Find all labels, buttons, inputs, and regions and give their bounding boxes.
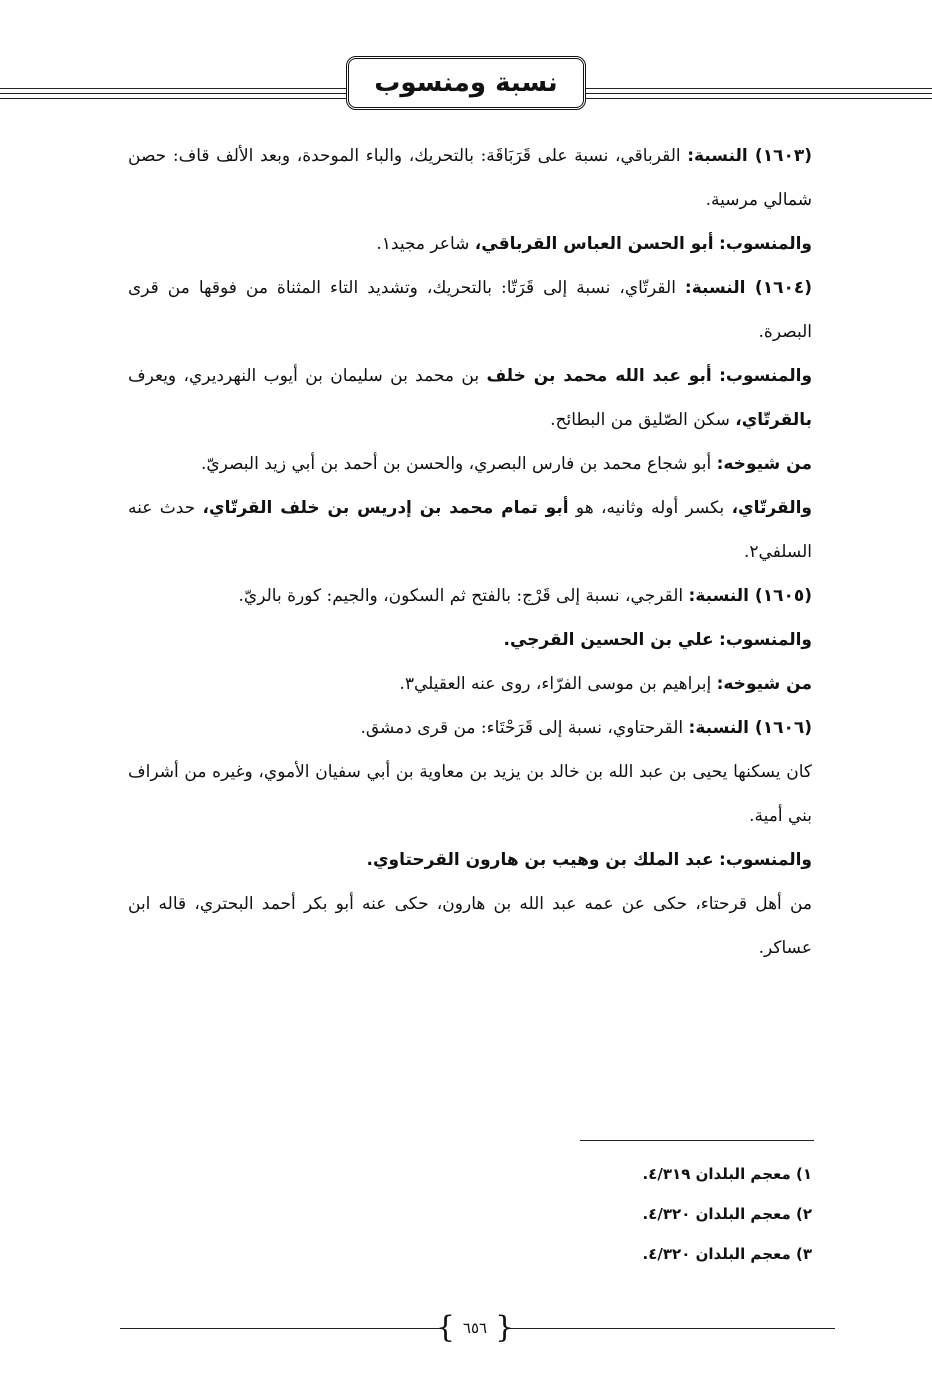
page-number-box: [435, 1310, 515, 1345]
entry-name: علي بن الحسين القرجي.: [503, 630, 714, 650]
footer-rule-right: [510, 1328, 835, 1329]
paragraph: [128, 706, 812, 750]
entry-text: إبراهيم بن موسى الفرّاء، روى عنه العقيلي٣.: [399, 674, 717, 694]
entry-label: من شيوخه:: [716, 674, 812, 694]
header-title-box: [346, 56, 586, 110]
right-brace-icon: }: [495, 1310, 515, 1345]
header-rule-right-2: [586, 93, 932, 94]
paragraph: [128, 618, 812, 662]
paragraph: [128, 134, 812, 222]
footnote: ٢) معجم البلدان ٤/٣٢٠.: [642, 1205, 812, 1223]
paragraph: [128, 838, 812, 882]
entry-label: (١٦٠٣) النسبة:: [687, 146, 812, 166]
entry-text: بكسر أوله وثانيه، هو: [568, 498, 732, 518]
left-brace-icon: {: [435, 1310, 455, 1345]
entry-text: من أهل قرحتاء، حكى عن عمه عبد الله بن هارون، حكى عنه أبو بكر أحمد البحتري، قاله ابن عساكر.: [128, 894, 812, 958]
paragraph: [128, 882, 812, 970]
entry-label: والمنسوب:: [719, 630, 812, 650]
body-text: [128, 134, 812, 970]
paragraph: [128, 574, 812, 618]
entry-label: والمنسوب:: [719, 234, 812, 254]
entry-text: سكن الصّليق من البطائح.: [550, 410, 736, 430]
entry-name: أبو تمام محمد بن إدريس بن خلف القرتّاي،: [202, 498, 569, 518]
header-rule-left-1: [0, 88, 346, 89]
paragraph: [128, 486, 812, 574]
entry-text: حدث عنه السلفي٢.: [128, 498, 812, 562]
entry-text: القرجي، نسبة إلى قَرْج: بالفتح ثم السكون، والجيم: كورة بالريّ.: [238, 586, 689, 606]
entry-label: (١٦٠٥) النسبة:: [688, 586, 812, 606]
page-number: ٦٥٦: [462, 1319, 488, 1337]
paragraph: [128, 354, 812, 442]
entry-name: أبو عبد الله محمد بن خلف: [486, 366, 712, 386]
entry-text: أبو شجاع محمد بن فارس البصري، والحسن بن أحمد بن أبي زيد البصريّ.: [200, 454, 717, 474]
entry-label: والقرتّاي،: [731, 498, 812, 518]
header-rule-right-3: [586, 98, 932, 99]
entry-name: عبد الملك بن وهيب بن هارون القرحتاوي.: [366, 850, 714, 870]
entry-text: القرباقي، نسبة على قَرَبَاقَة: بالتحريك، والباء الموحدة، وبعد الألف قاف: حصن شمالي مرسية.: [128, 146, 812, 210]
paragraph: [128, 222, 812, 266]
paragraph: [128, 442, 812, 486]
entry-text: شاعر مجيد١.: [376, 234, 475, 254]
entry-text: كان يسكنها يحيى بن عبد الله بن خالد بن يزيد بن معاوية بن أبي سفيان الأموي، وغيره من أشراف بني أمية.: [128, 762, 812, 826]
footnote: ٣) معجم البلدان ٤/٣٢٠.: [642, 1245, 812, 1263]
footnotes: [128, 1154, 812, 1274]
footnote: ١) معجم البلدان ٤/٣١٩.: [642, 1165, 812, 1183]
header-rule-right-1: [586, 88, 932, 89]
paragraph: [128, 662, 812, 706]
entry-text: القرحتاوي، نسبة إلى قَرَحْتَاء: من قرى دمشق.: [360, 718, 689, 738]
page-title: نسبة ومنسوب: [374, 68, 558, 98]
paragraph: [128, 266, 812, 354]
entry-text: القرتّاي، نسبة إلى قَرَتّا: بالتحريك، وتشديد التاء المثناة من فوقها من قرى البصرة.: [128, 278, 812, 342]
footer-rule-left: [120, 1328, 440, 1329]
entry-label: والمنسوب:: [719, 850, 812, 870]
entry-label: (١٦٠٤) النسبة:: [684, 278, 812, 298]
entry-label: والمنسوب:: [719, 366, 813, 386]
entry-text: بن محمد بن سليمان بن أيوب النهرديري، ويعرف: [128, 366, 487, 386]
entry-label: من شيوخه:: [716, 454, 812, 474]
entry-name: أبو الحسن العباس القرباقي،: [474, 234, 714, 254]
entry-name: بالقرتّاي،: [735, 410, 812, 430]
entry-text: [712, 366, 719, 386]
header-rule-left-2: [0, 93, 346, 94]
header-rule-left-3: [0, 98, 346, 99]
entry-label: (١٦٠٦) النسبة:: [688, 718, 812, 738]
paragraph: [128, 750, 812, 838]
footnote-separator: [580, 1140, 814, 1141]
